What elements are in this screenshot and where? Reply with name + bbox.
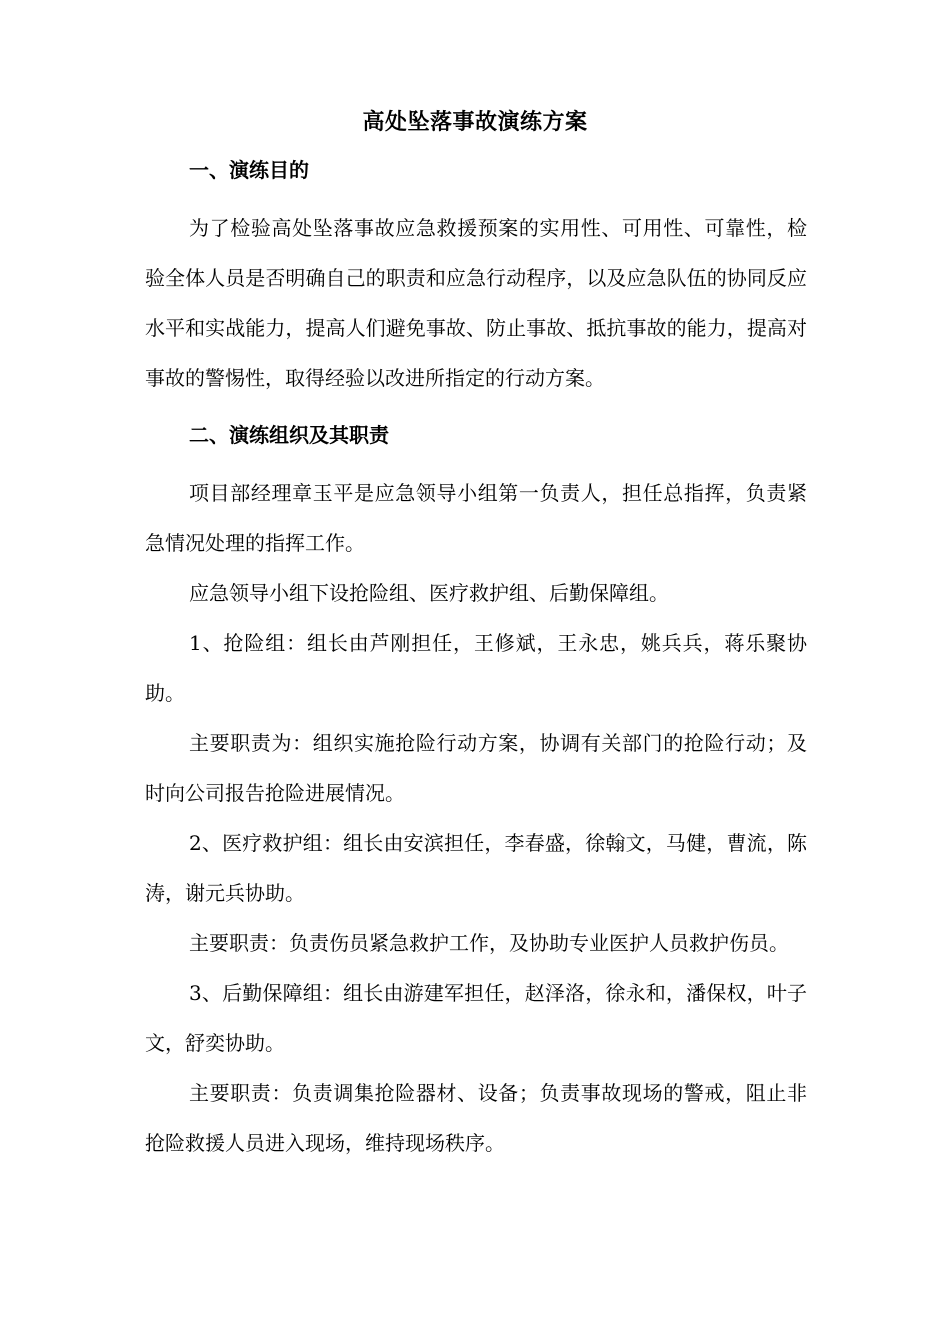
document-title: 高处坠落事故演练方案 <box>362 109 588 135</box>
paragraph-medical-duties: 主要职责：负责伤员紧急救护工作，及协助专业医护人员救护伤员。 <box>189 931 789 955</box>
paragraph-groups: 应急领导小组下设抢险组、医疗救护组、后勤保障组。 <box>189 581 669 605</box>
paragraph-rescue-group: 1、抢险组：组长由芦刚担任，王修斌，王永忠，姚兵兵，蒋乐聚协助。 <box>145 631 807 705</box>
document-body <box>145 152 807 1168</box>
paragraph-logistics-group: 3、后勤保障组：组长由游建军担任，赵泽洛，徐永和，潘保权，叶子文，舒奕协助。 <box>145 981 807 1055</box>
paragraph-purpose: 为了检验高处坠落事故应急救援预案的实用性、可用性、可靠性，检验全体人员是否明确自己的职责和应急行动程序，以及应急队伍的协同反应水平和实战能力，提高人们避免事故、防止事故、抵抗事故的能力，提高对事故的警惕性，取得经验以改进所指定的行动方案。 <box>145 216 807 390</box>
section-heading-purpose: 一、演练目的 <box>189 158 309 182</box>
paragraph-commander: 项目部经理章玉平是应急领导小组第一负责人，担任总指挥，负责紧急情况处理的指挥工作。 <box>145 481 807 555</box>
paragraph-rescue-duties: 主要职责为：组织实施抢险行动方案，协调有关部门的抢险行动；及时向公司报告抢险进展情况。 <box>145 731 807 805</box>
paragraph-logistics-duties: 主要职责：负责调集抢险器材、设备；负责事故现场的警戒，阻止非抢险救援人员进入现场，维持现场秩序。 <box>145 1081 807 1155</box>
paragraph-medical-group: 2、医疗救护组：组长由安滨担任，李春盛，徐翰文，马健，曹流，陈涛，谢元兵协助。 <box>145 831 807 905</box>
section-heading-organization: 二、演练组织及其职责 <box>189 423 389 447</box>
